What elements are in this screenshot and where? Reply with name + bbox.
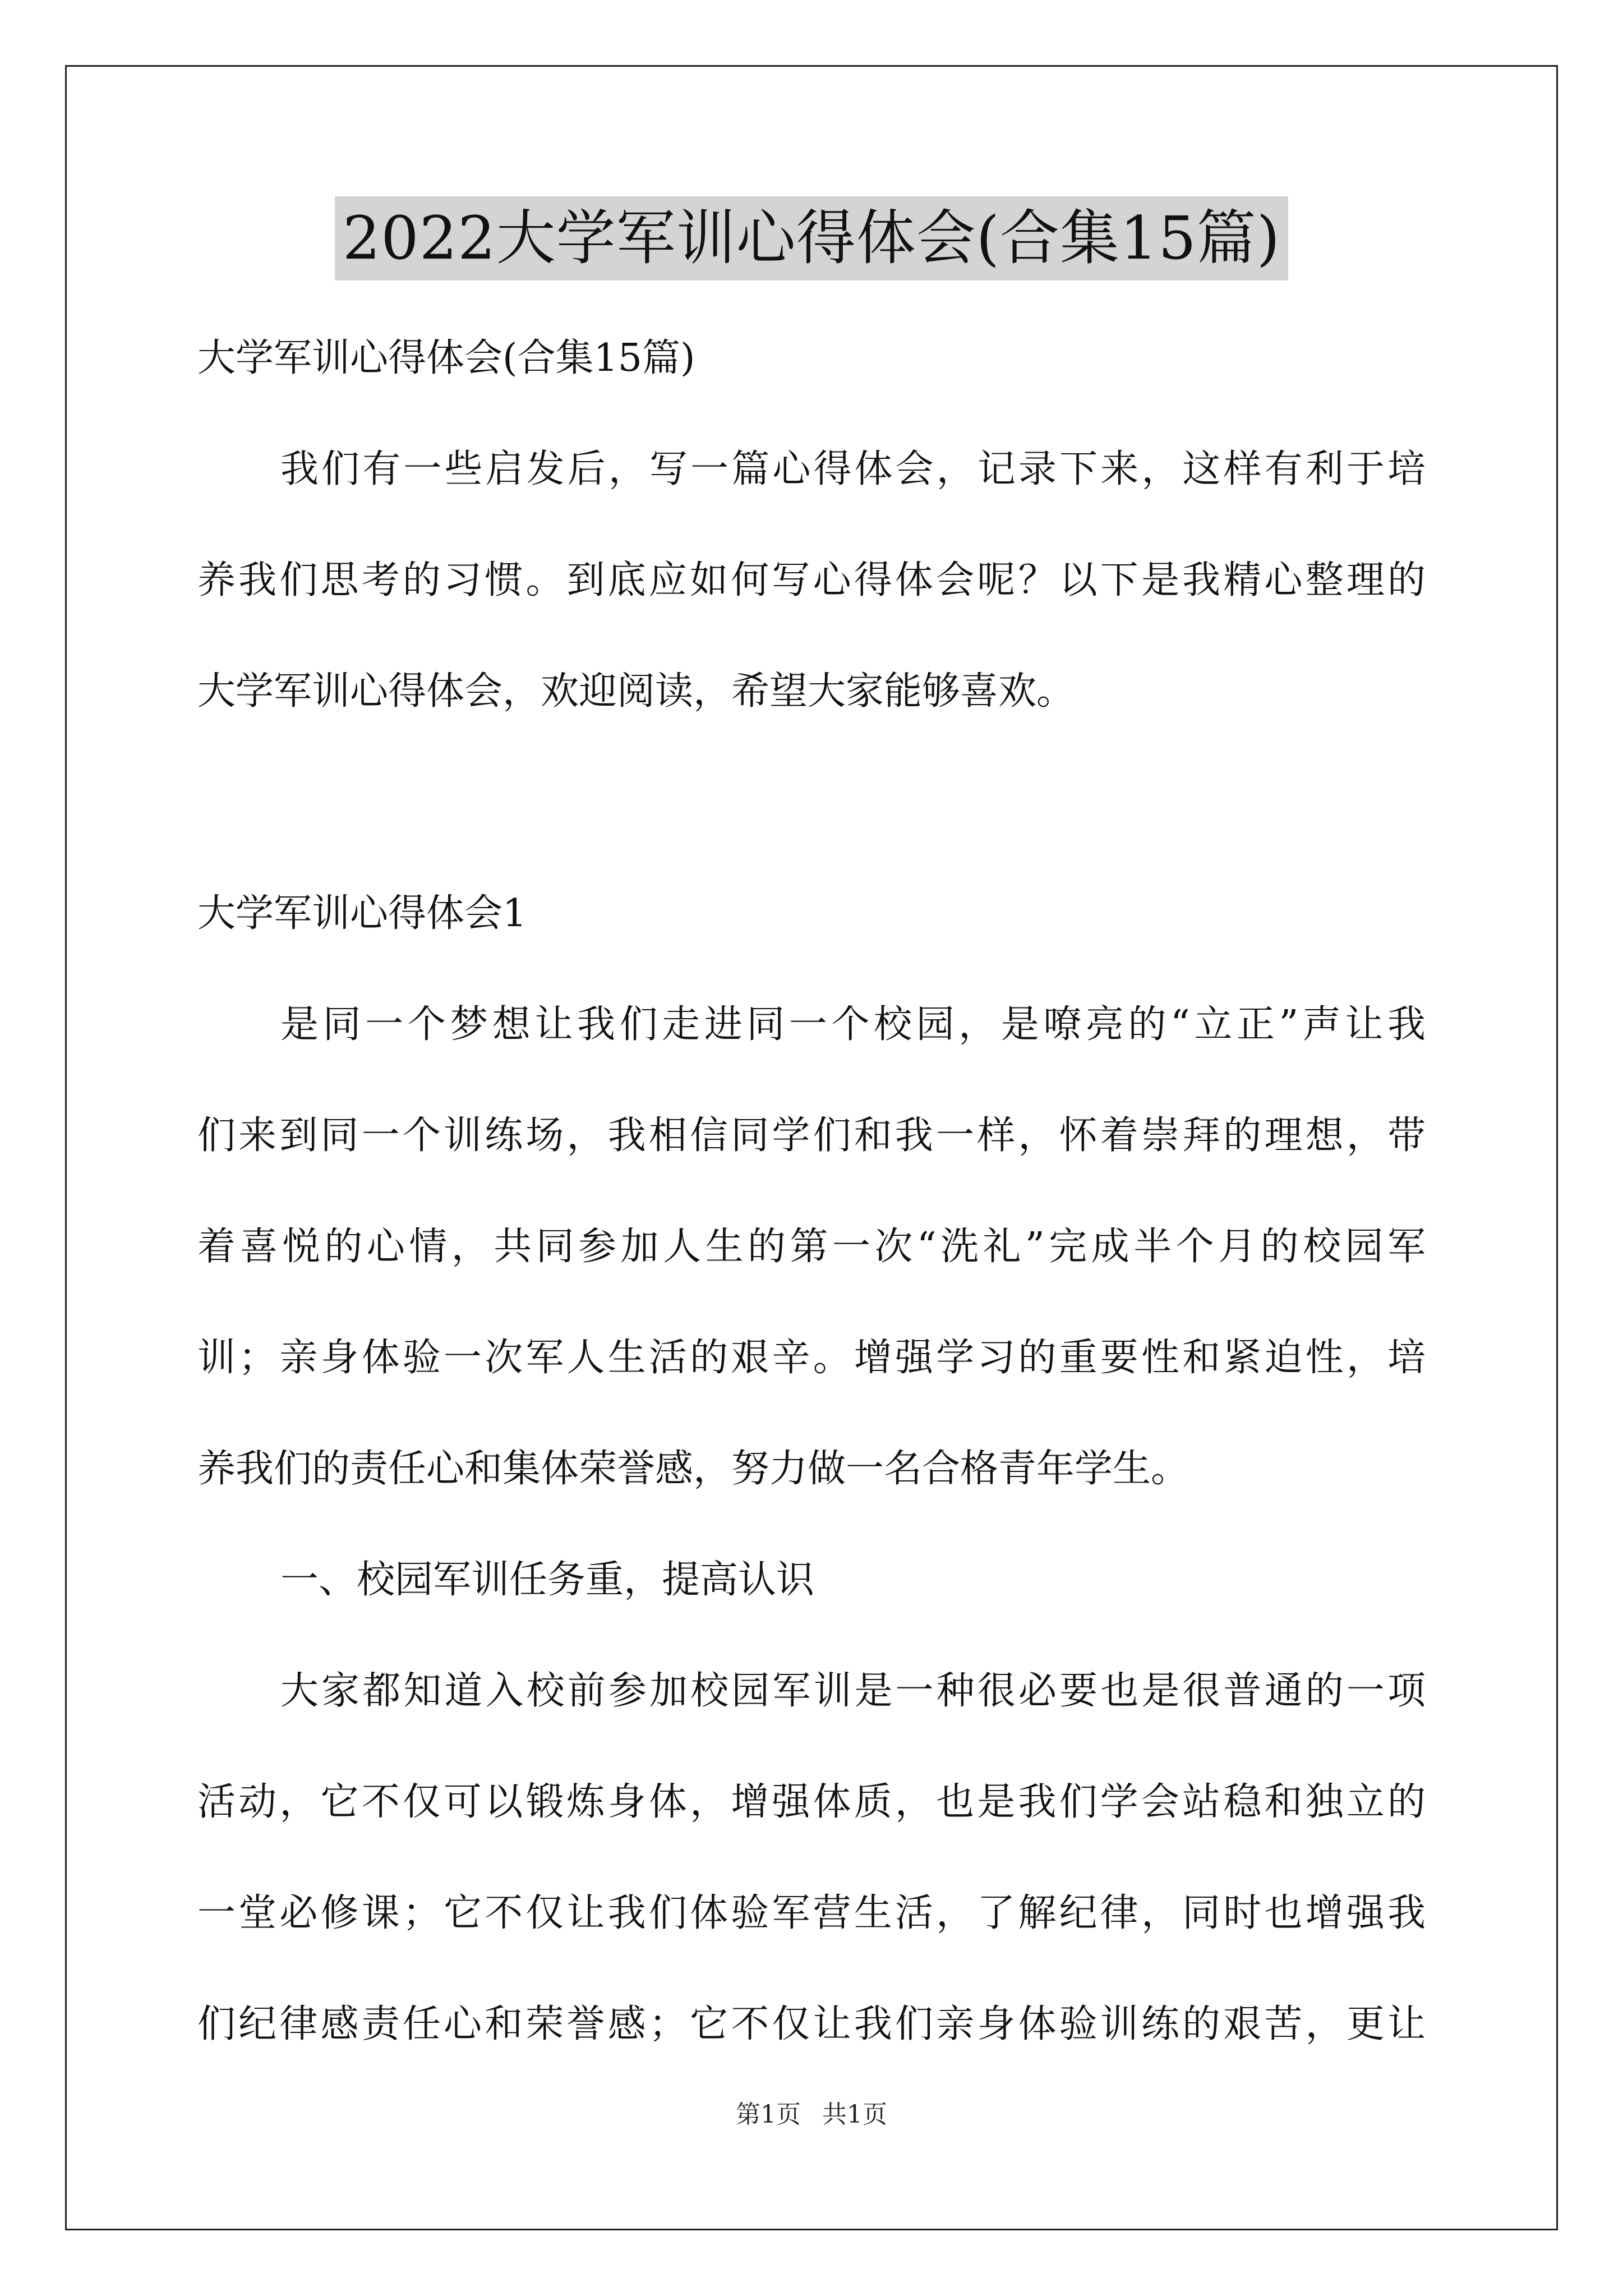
page-number: 第1页	[736, 2100, 801, 2129]
title-wrap	[0, 196, 1623, 280]
document-title: 2022大学军训心得体会(合集15篇)	[335, 196, 1288, 280]
section-heading: 大学军训心得体会1	[197, 891, 527, 936]
body-line: 是同一个梦想让我们走进同一个校园，是嘹亮的“立正”声让我	[280, 1002, 1426, 1047]
intro-line: 大学军训心得体会，欢迎阅读，希望大家能够喜欢。	[197, 669, 1075, 714]
subtitle: 大学军训心得体会(合集15篇)	[197, 336, 695, 380]
body-line: 养我们的责任心和集体荣誉感，努力做一名合格青年学生。	[197, 1447, 1189, 1491]
body-line: 着喜悦的心情，共同参加人生的第一次“洗礼”完成半个月的校园军	[197, 1225, 1426, 1269]
body-line: 活动，它不仅可以锻炼身体，增强体质，也是我们学会站稳和独立的	[197, 1780, 1426, 1824]
body-line: 一堂必修课；它不仅让我们体验军营生活，了解纪律，同时也增强我	[197, 1891, 1426, 1935]
body-line: 训；亲身体验一次军人生活的艰辛。增强学习的重要性和紧迫性，培	[197, 1336, 1426, 1380]
intro-line: 养我们思考的习惯。到底应如何写心得体会呢？以下是我精心整理的	[197, 558, 1426, 602]
body-line: 大家都知道入校前参加校园军训是一种很必要也是很普通的一项	[280, 1669, 1426, 1713]
document-body	[197, 303, 1426, 2080]
paragraph-gap	[197, 747, 1426, 858]
sub-heading: 一、校园军训任务重，提高认识	[280, 1558, 815, 1602]
body-line: 们来到同一个训练场，我相信同学们和我一样，怀着崇拜的理想，带	[197, 1114, 1426, 1158]
body-line: 们纪律感责任心和荣誉感；它不仅让我们亲身体验训练的艰苦，更让	[197, 2002, 1426, 2046]
page-footer	[0, 2098, 1623, 2132]
page-total: 共1页	[822, 2100, 887, 2129]
intro-line: 我们有一些启发后，写一篇心得体会，记录下来，这样有利于培	[280, 447, 1426, 491]
